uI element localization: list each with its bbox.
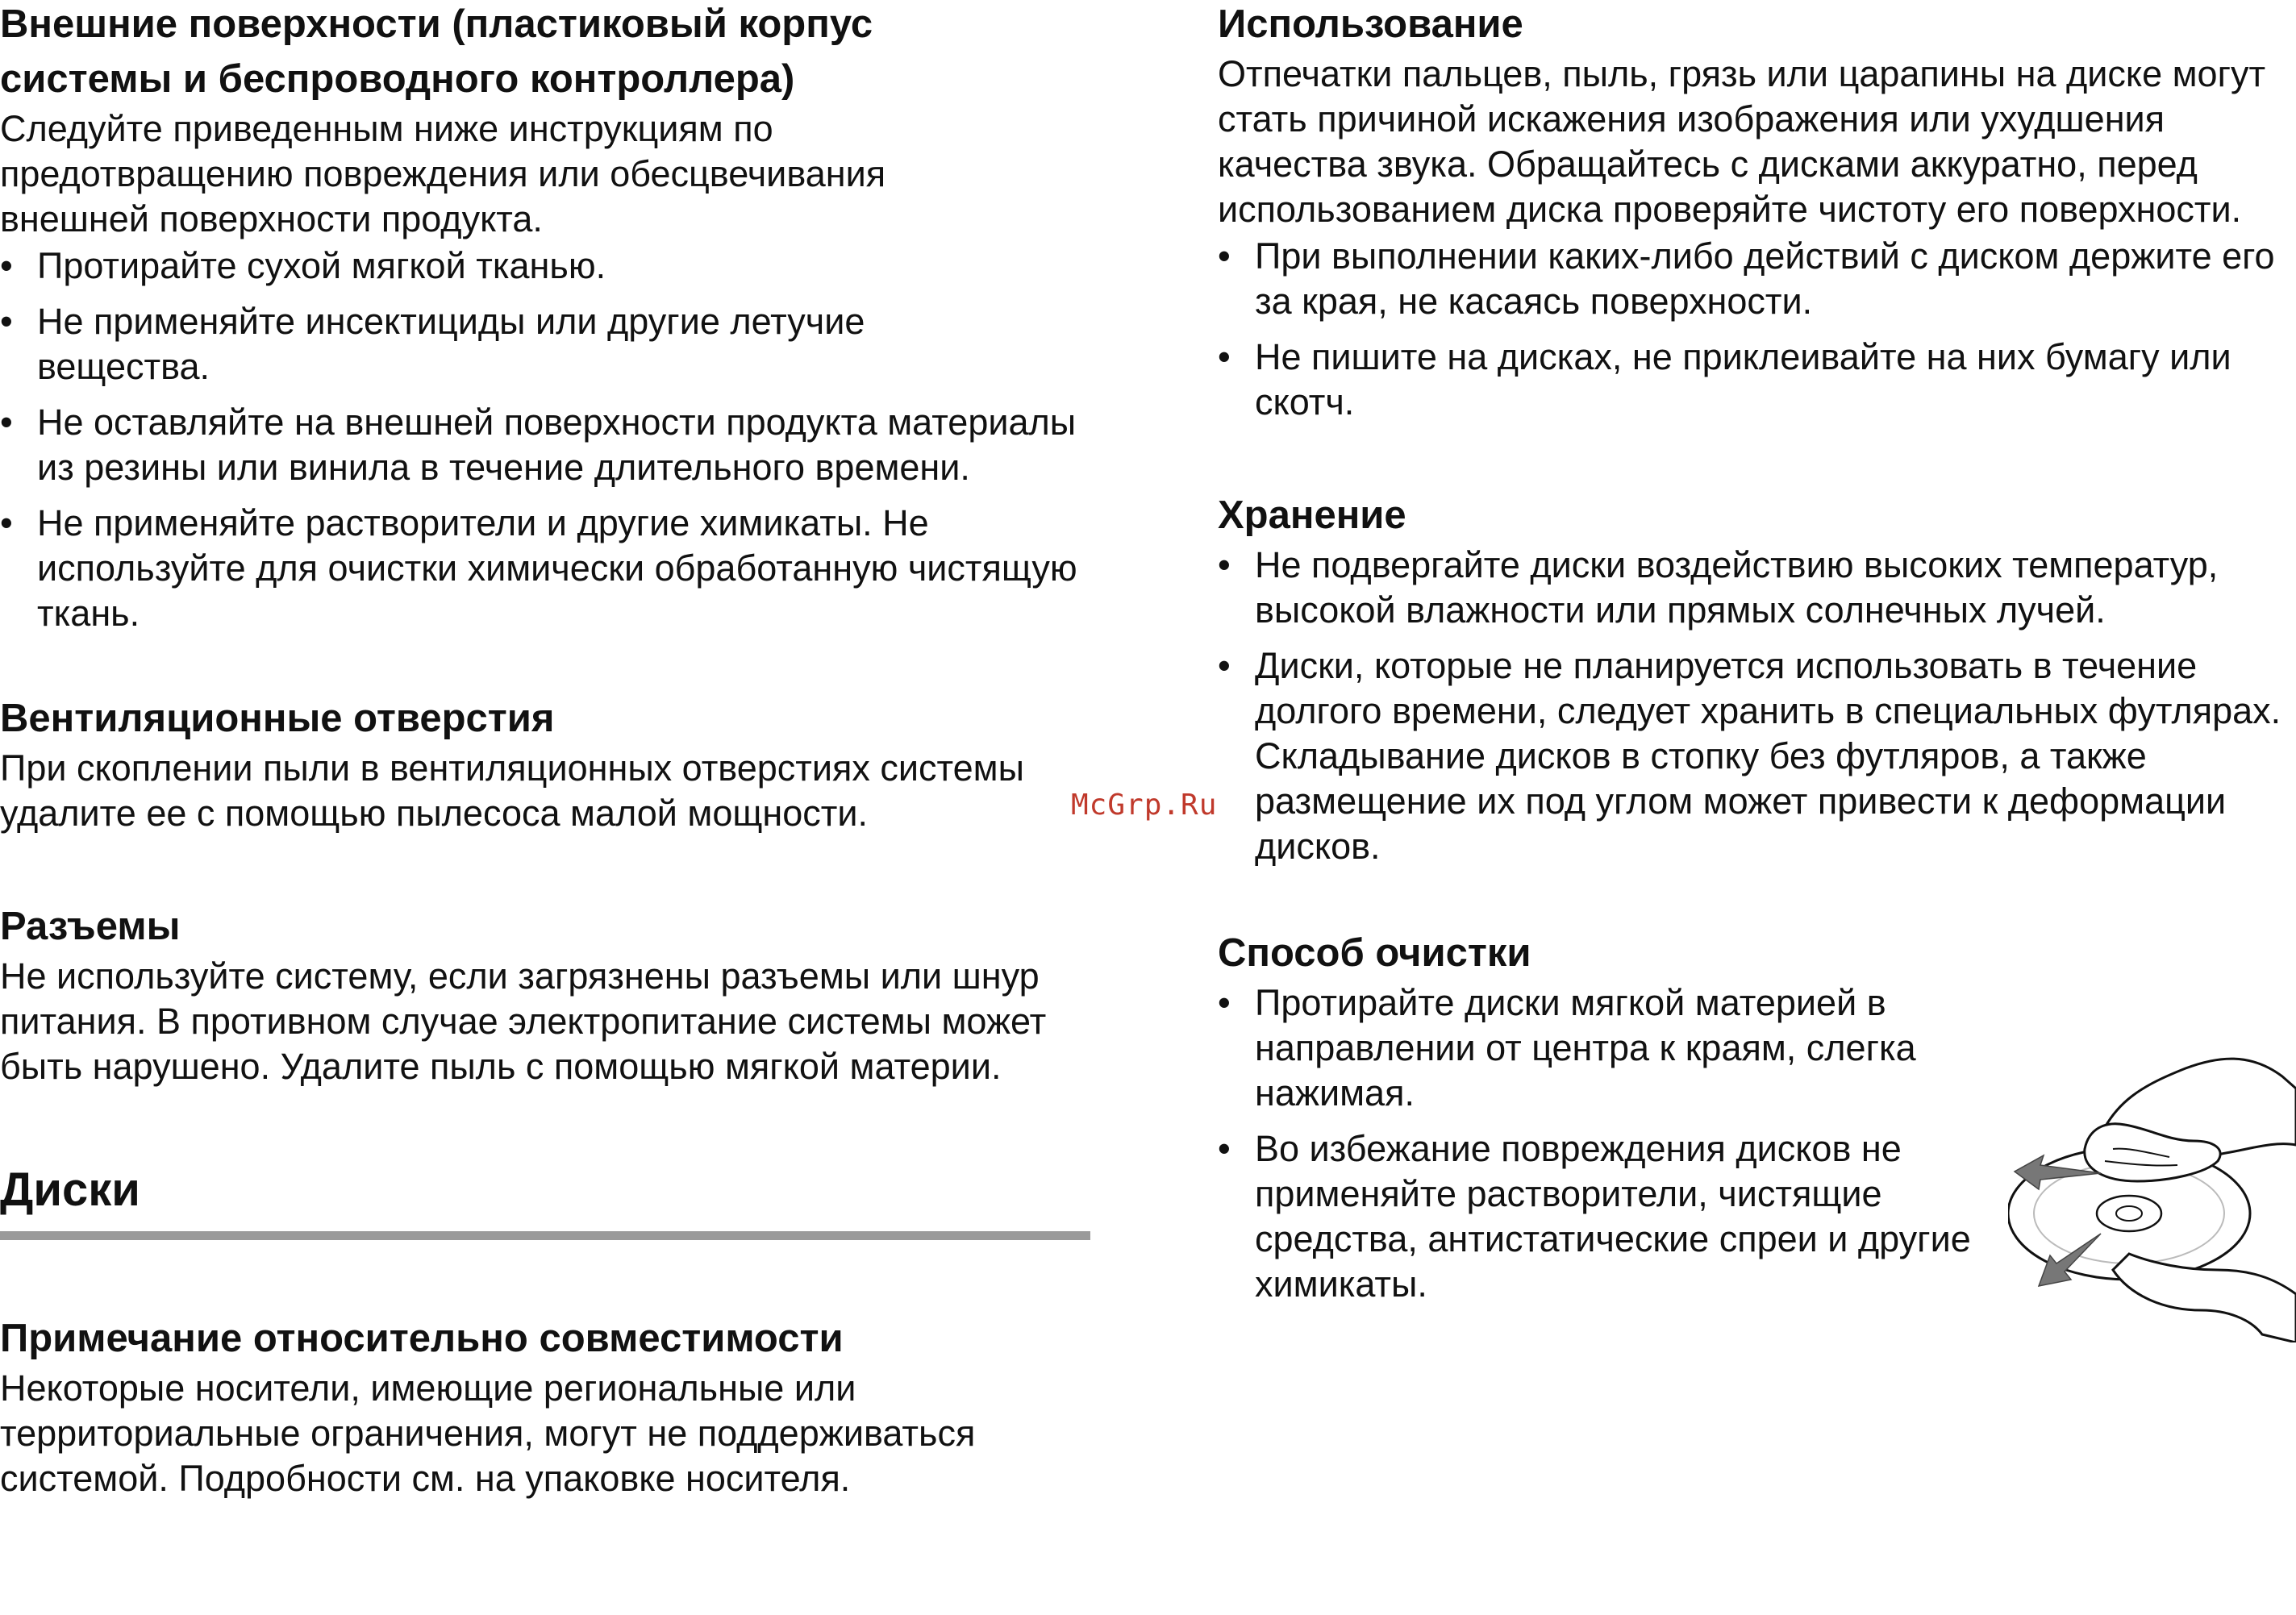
bullet: •	[1218, 1128, 1231, 1169]
connectors-heading: Разъемы	[0, 905, 181, 948]
list-item	[0, 400, 1110, 490]
bullet: •	[0, 402, 13, 443]
list-item-text: Не оставляйте на внешней поверхности продукта материалы из резины или винила в течение длительного времени.	[37, 402, 1077, 488]
bullet: •	[1218, 982, 1231, 1023]
list-item-text: Протирайте диски мягкой материей в направлении от центра к краям, слегка нажимая.	[1255, 982, 1916, 1113]
list-item	[1218, 335, 2296, 425]
exterior-intro: Следуйте приведенным ниже инструкциям по предотвращению повреждения или обесцвечивания внешней поверхности продукта.	[0, 108, 886, 239]
bullet: •	[0, 245, 13, 286]
list-item-text: Диски, которые не планируется использовать в течение долгого времени, следует хранить в специальных футлярах. Складывание дисков в стопку без футляров, а также размещение их под углом может привести к деформации дисков.	[1255, 645, 2281, 867]
vents-text: При скоплении пыли в вентиляционных отверстиях системы удалите ее с помощью пылесоса малой мощности.	[0, 747, 1024, 834]
section-connectors	[0, 899, 1105, 1089]
exterior-heading-line2: системы и беспроводного контроллера)	[0, 57, 795, 101]
vents-heading: Вентиляционные отверстия	[0, 697, 555, 740]
section-compat	[0, 1311, 1105, 1501]
exterior-list	[0, 243, 1097, 636]
discs-divider	[0, 1231, 1090, 1240]
usage-list	[1218, 234, 2296, 425]
bullet: •	[1218, 336, 1231, 377]
list-item-text: Не подвергайте диски воздействию высоких температур, высокой влажности или прямых солнечных лучей.	[1255, 544, 2219, 631]
list-item-text: При выполнении каких-либо действий с диском держите его за края, не касаясь поверхности.	[1255, 235, 2275, 322]
section-usage	[1218, 0, 2296, 425]
list-item-text: Не применяйте инсектициды или другие летучие вещества.	[37, 301, 865, 387]
list-item-text: Во избежание повреждения дисков не применяйте растворители, чистящие средства, антистатические спреи и другие химикаты.	[1255, 1128, 1971, 1305]
disc-cleaning-illustration	[2008, 1052, 2296, 1342]
section-storage	[1218, 488, 2296, 869]
section-discs	[0, 1162, 1105, 1240]
compat-heading: Примечание относительно совместимости	[0, 1317, 844, 1360]
left-column	[0, 0, 1105, 1501]
connectors-text: Не используйте систему, если загрязнены разъемы или шнур питания. В противном случае электропитание системы может быть нарушено. Удалите пыль с помощью мягкой материи.	[0, 955, 1047, 1087]
storage-list	[1218, 543, 2296, 869]
list-item	[0, 299, 981, 389]
list-item	[1218, 543, 2296, 633]
bullet: •	[0, 301, 13, 342]
section-exterior	[0, 0, 1105, 636]
watermark-text: McGrp.Ru	[1071, 789, 1218, 822]
exterior-heading	[0, 0, 1105, 106]
discs-heading: Диски	[0, 1163, 140, 1216]
cleaning-heading: Способ очистки	[1218, 931, 1531, 975]
exterior-heading-line1: Внешние поверхности (пластиковый корпус	[0, 2, 873, 46]
list-item-text: Не применяйте растворители и другие химикаты. Не используйте для очистки химически обработанную чистящую ткань.	[37, 502, 1077, 634]
bullet: •	[1218, 645, 1231, 686]
compat-text: Некоторые носители, имеющие региональные или территориальные ограничения, могут не поддерживаться системой. Подробности см. на упаковке носителя.	[0, 1367, 976, 1499]
bullet: •	[0, 502, 13, 543]
storage-heading: Хранение	[1218, 493, 1406, 537]
usage-text: Отпечатки пальцев, пыль, грязь или царапины на диске могут стать причиной искажения изображения или ухудшения качества звука. Обращайтесь с дисками аккуратно, перед использованием диска проверяйте чистоту его поверхности.	[1218, 53, 2266, 230]
section-vents	[0, 691, 1105, 836]
list-item-text: Не пишите на дисках, не приклеивайте на них бумагу или скотч.	[1255, 336, 2231, 422]
list-item	[1218, 234, 2296, 324]
list-item	[0, 501, 1085, 636]
list-item	[0, 243, 1097, 289]
list-item-text: Протирайте сухой мягкой тканью.	[37, 245, 606, 286]
disc-hand-icon	[2008, 1052, 2296, 1342]
bullet: •	[1218, 235, 1231, 277]
list-item	[1218, 643, 2296, 869]
bullet: •	[1218, 544, 1231, 585]
list-item	[1218, 980, 2000, 1116]
list-item	[1218, 1126, 2000, 1307]
cleaning-list	[1218, 980, 2000, 1307]
usage-heading: Использование	[1218, 2, 1523, 46]
